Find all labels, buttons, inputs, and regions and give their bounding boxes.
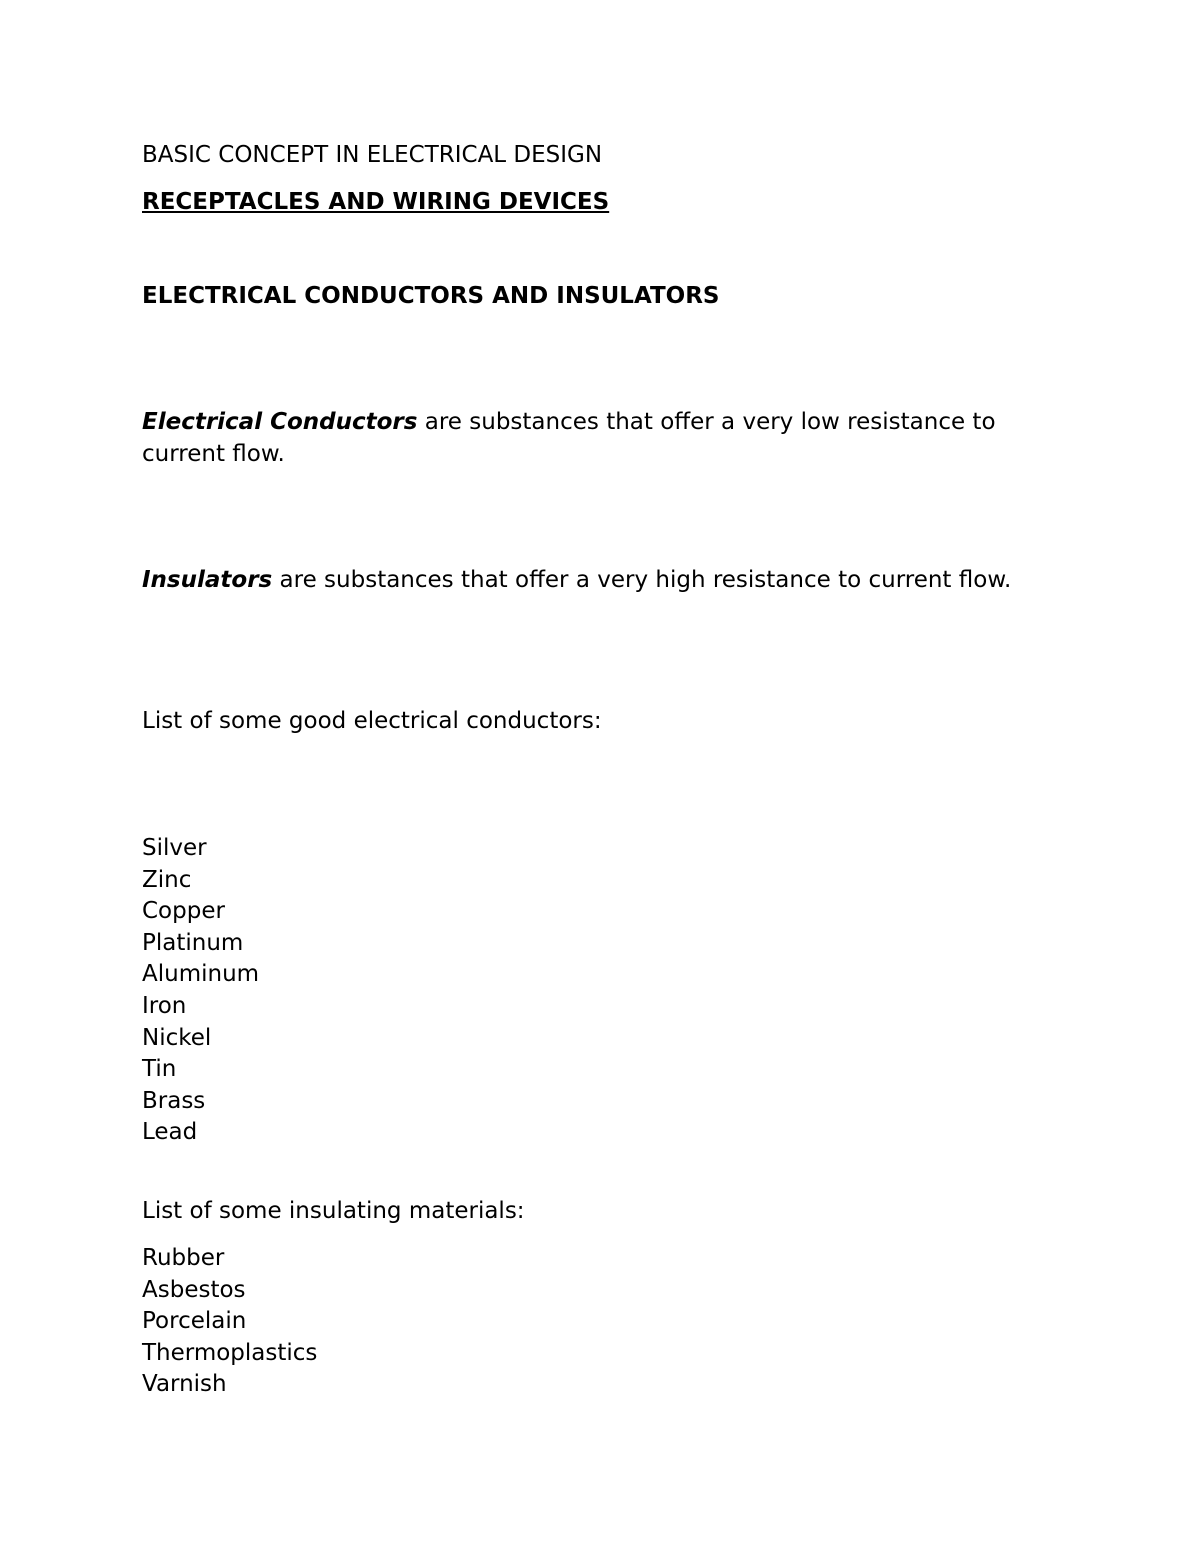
document-title: BASIC CONCEPT IN ELECTRICAL DESIGN [142,142,603,168]
list-item: Aluminum [142,961,260,988]
list-item: Brass [142,1087,206,1114]
conductors-definition [142,406,1042,470]
list-item: Porcelain [142,1308,247,1335]
list-item: Tin [142,1056,177,1083]
list-item: Asbestos [142,1276,246,1303]
insulators-list [142,1243,317,1401]
list-item: Zinc [142,866,192,893]
conductors-term: Electrical Conductors [142,409,418,435]
insulators-definition [142,566,1011,594]
list-item: Nickel [142,1024,212,1051]
conductors-definition-text: are substances that offer a very low resistance to current flow. [142,409,996,467]
section-heading: ELECTRICAL CONDUCTORS AND INSULATORS [142,283,720,309]
document-subtitle: RECEPTACLES AND WIRING DEVICES [142,189,610,215]
list-item: Copper [142,898,225,925]
conductors-list-heading: List of some good electrical conductors: [142,708,602,734]
insulators-definition-text: are substances that offer a very high resistance to current flow. [272,567,1012,593]
insulators-list-heading: List of some insulating materials: [142,1198,525,1224]
list-item: Silver [142,835,207,861]
conductors-list [142,833,259,1149]
list-item: Rubber [142,1245,225,1271]
list-item: Iron [142,992,187,1019]
insulators-term: Insulators [142,567,273,593]
list-item: Thermoplastics [142,1339,318,1366]
list-item: Varnish [142,1371,227,1398]
list-item: Platinum [142,929,244,956]
list-item: Lead [142,1119,198,1146]
